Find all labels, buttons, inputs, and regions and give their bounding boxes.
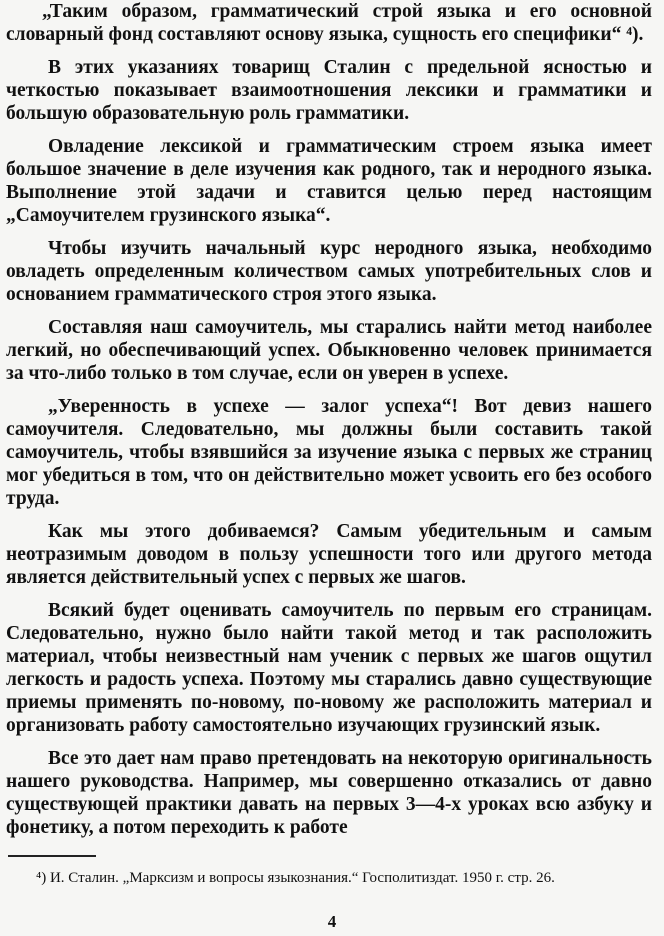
paragraph-3: Овладение лексикой и грамматическим строем языка имеет большое значение в деле изучения как родного, так и неродного языка. Выполнение этой задачи и ставится целью перед настоящим „Самоучителем грузинского языка“. <box>6 136 652 226</box>
body-text <box>6 0 652 849</box>
paragraph-7: Как мы этого добиваемся? Самым убедительным и самым неотразимым доводом в пользу успешности того или другого метода является действительный успех с первых же шагов. <box>6 521 652 588</box>
footnote: ⁴) И. Сталин. „Марксизм и вопросы языкознания.“ Госполитиздат. 1950 г. стр. 26. <box>36 870 555 886</box>
paragraph-8: Всякий будет оценивать самоучитель по первым его страницам. Следовательно, нужно было найти такой метод и так расположить материал, чтобы неизвестный нам ученик с первых же шагов ощутил легкость и радость успеха. Поэтому мы старались давно существующие приемы применять по-новому, по-новому же расположить материал и организовать работу самостоятельно изучающих грузинский язык. <box>6 600 652 736</box>
paragraph-2: В этих указаниях товарищ Сталин с предельной ясностью и четкостью показывает взаимоотношения лексики и грамматики и большую образовательную роль грамматики. <box>6 57 652 124</box>
paragraph-1: „Таким образом, грамматический строй языка и его основной словарный фонд составляют основу языка, сущность его специфики“ ⁴). <box>6 1 652 45</box>
footnote-divider <box>8 855 96 857</box>
page-number: 4 <box>327 912 337 931</box>
paragraph-9: Все это дает нам право претендовать на некоторую оригинальность нашего руководства. Например, мы совершенно отказались от давно существующей практики давать на первых 3—4-х уроках всю азбуку и фонетику, а потом переходить к работе <box>6 748 652 838</box>
paragraph-4: Чтобы изучить начальный курс неродного языка, необходимо овладеть определенным количеством самых употребительных слов и основанием грамматического строя этого языка. <box>6 238 652 305</box>
paragraph-6: „Уверенность в успехе — залог успеха“! Вот девиз нашего самоучителя. Следовательно, мы должны были составить такой самоучитель, чтобы взявшийся за изучение языка с первых же страниц мог убедиться в том, что он действительно может усвоить его без особого труда. <box>6 396 652 509</box>
paragraph-5: Составляя наш самоучитель, мы старались найти метод наиболее легкий, но обеспечивающий успех. Обыкновенно человек принимается за что-либо только в том случае, если он уверен в успехе. <box>6 317 652 384</box>
